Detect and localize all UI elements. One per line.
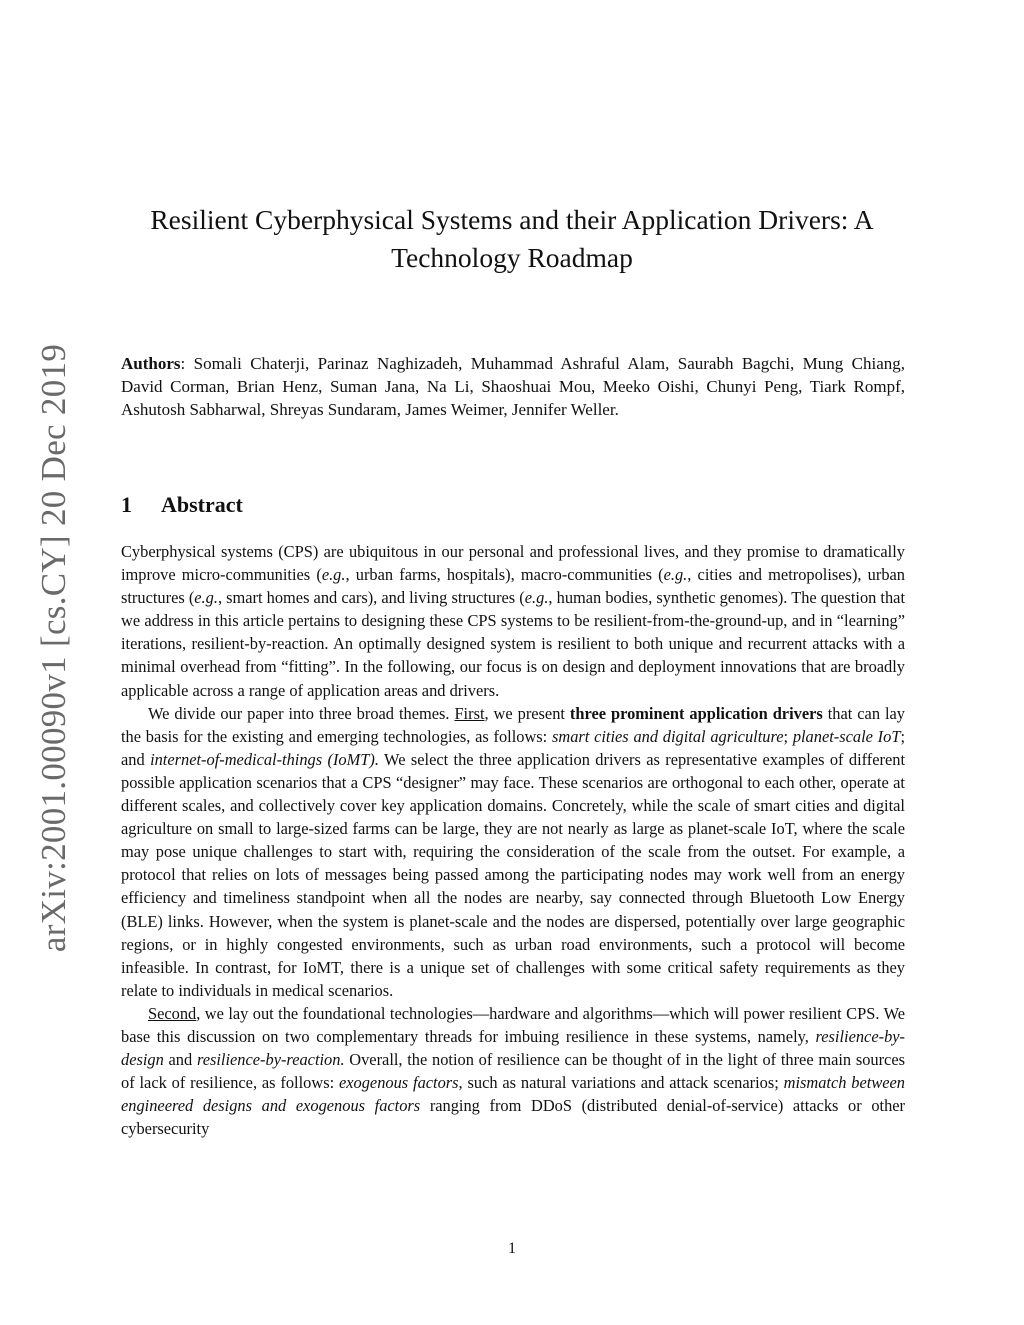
author-names: : Somali Chaterji, Parinaz Naghizadeh, Muhammad Ashraful Alam, Saurabh Bagchi, Mung Chiang, David Corman, Brian Henz, Suman Jana, Na Li, Shaoshuai Mou, Meeko Oishi, Chunyi Peng, Tiark Rompf, Ashutosh Sabharwal, Shreyas Sundaram, James Weimer, Jennifer Weller. (121, 354, 905, 419)
arxiv-identifier-stamp: arXiv:2001.00090v1 [cs.CY] 20 Dec 2019 (34, 343, 73, 953)
abstract-paragraph-2: We divide our paper into three broad themes. First, we present three prominent application drivers that can lay the basis for the existing and emerging technologies, as follows: smart cities and digital agriculture; planet-scale IoT; and internet-of-medical-things (IoMT). We select the three application drivers as representative examples of different possible application scenarios that a CPS “designer” may face. These scenarios are orthogonal to each other, operate at different scales, and collectively cover key application domains. Concretely, while the scale of smart cities and digital agriculture on small to large-sized farms can be large, they are not nearly as large as planet-scale IoT, where the scale may pose unique challenges to start with, requiring the consideration of the scale from the outset. For example, a protocol that relies on lots of messages being passed among the participating nodes may work well from an energy efficiency and timeliness standpoint when all the nodes are nearby, say connected through Bluetooth Low Energy (BLE) links. However, when the system is planet-scale and the nodes are dispersed, potentially over large geographic regions, or in highly congested environments, such as urban road environments, such a protocol will become infeasible. In contrast, for IoMT, there is a unique set of challenges with some critical safety requirements as they relate to individuals in medical scenarios. (121, 703, 906, 1000)
abstract-heading (121, 492, 243, 518)
section-number: 1 (121, 492, 132, 517)
paper-title-line-2: Technology Roadmap (391, 242, 633, 274)
paper-title (110, 201, 914, 277)
abstract-paragraph-1: Cyberphysical systems (CPS) are ubiquitous in our personal and professional lives, and they promise to dramatically improve micro-communities (e.g., urban farms, hospitals), macro-communities (e.g., cities and metropolises), urban structures (e.g., smart homes and cars), and living structures (e.g., human bodies, synthetic genomes). The question that we address in this article pertains to designing these CPS systems to be resilient-from-the-ground-up, and in “learning” iterations, resilient-by-reaction. An optimally designed system is resilient to both unique and recurrent attacks with a minimal overhead from “fitting”. In the following, our focus is on design and deployment innovations that are broadly applicable across a range of application areas and drivers. (121, 542, 906, 700)
paper-title-line-1: Resilient Cyberphysical Systems and their Application Drivers: A (150, 204, 874, 236)
author-list (121, 352, 905, 421)
authors-label: Authors (121, 354, 181, 373)
abstract-body (121, 540, 905, 1140)
abstract-paragraph-3: Second, we lay out the foundational technologies—hardware and algorithms—which will power resilient CPS. We base this discussion on two complementary threads for imbuing resilience in these systems, namely, resilience-by-design and resilience-by-reaction. Overall, the notion of resilience can be thought of in the light of three main sources of lack of resilience, as follows: exogenous factors, such as natural variations and attack scenarios; mismatch between engineered designs and exogenous factors ranging from DDoS (distributed denial-of-service) attacks or other cybersecurity (121, 1003, 906, 1139)
page-number: 1 (508, 1240, 516, 1257)
section-title: Abstract (161, 492, 243, 517)
